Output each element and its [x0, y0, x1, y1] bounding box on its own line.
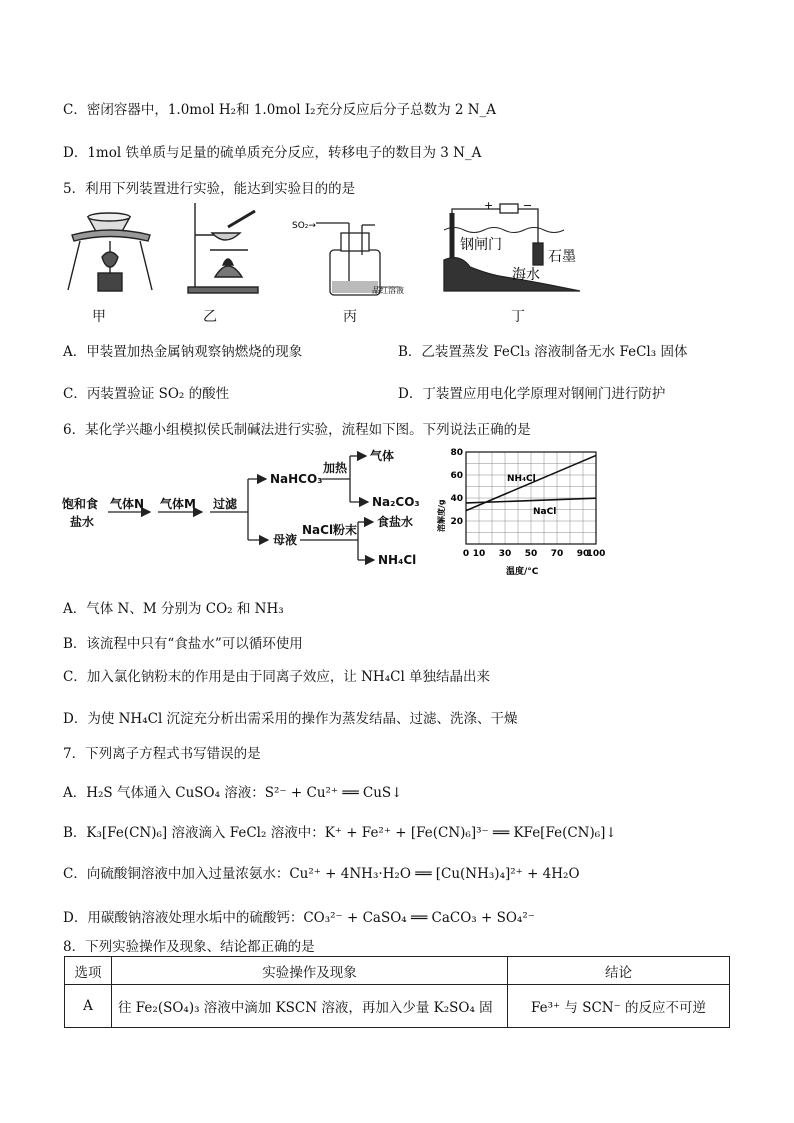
- flow-nacl-powder: NaCl粉末: [302, 523, 358, 537]
- table-header-option: 选项: [65, 957, 112, 985]
- chart-x-tick-label: 10: [472, 549, 486, 559]
- q7-option-c: C．向硫酸铜溶液中加入过量浓氨水：Cu²⁺ + 4NH₃·H₂O ══ [Cu(NH₃)₄]²⁺ + 4H₂O: [63, 866, 580, 882]
- question-7: 7．下列离子方程式书写错误的是: [63, 746, 261, 762]
- chart-x-tick-label: 0: [462, 549, 470, 559]
- flow-start-line1: 饱和食: [62, 497, 99, 511]
- chart-y-tick-label: 40: [450, 494, 463, 504]
- apparatus-jia-drawing: [68, 213, 152, 291]
- flow-heat: 加热: [323, 461, 348, 475]
- flow-nh4cl: NH₄Cl: [378, 553, 417, 567]
- flow-gas-n: 气体N: [110, 497, 145, 511]
- chart-y-tick-label: 60: [450, 471, 463, 481]
- question-5: 5．利用下列装置进行实验，能达到实验目的的是: [63, 181, 356, 197]
- q7-option-d: D．用碳酸钠溶液处理水垢中的硫酸钙：CO₃²⁻ + CaSO₄ ══ CaCO₃ + SO₄²⁻: [63, 910, 535, 926]
- chart-x-tick-label: 90: [576, 549, 590, 559]
- chart-x-tick-label: 70: [550, 549, 564, 559]
- table-cell-conclusion: Fe³⁺ 与 SCN⁻ 的反应不可逆: [508, 985, 730, 1028]
- apparatus-yi-drawing: [188, 203, 258, 293]
- caption-yi: 乙: [203, 309, 217, 325]
- table-header-row: [65, 957, 730, 985]
- apparatus-bing-drawing: [316, 223, 400, 295]
- legend-nh4cl: NH₄Cl: [507, 474, 536, 484]
- q4-option-c: C．密闭容器中，1.0mol H₂和 1.0mol I₂充分反应后分子总数为 2 N_A: [63, 102, 497, 118]
- experiment-table: [64, 956, 730, 1028]
- caption-jia: 甲: [92, 309, 106, 325]
- apparatus-figure: [60, 195, 620, 305]
- caption-ding: 丁: [511, 309, 525, 325]
- chart-x-tick-label: 50: [524, 549, 538, 559]
- q5-option-b: B．乙装置蒸发 FeCl₃ 溶液制备无水 FeCl₃ 固体: [398, 344, 688, 360]
- ding-graphite-label: 石墨: [548, 249, 576, 265]
- process-flow-diagram: [60, 440, 430, 580]
- bing-gas-label: SO₂→: [292, 221, 316, 231]
- table-header-operation: 实验操作及现象: [112, 957, 508, 985]
- flow-mother-liquor: 母液: [273, 533, 298, 547]
- flow-nahco3: NaHCO₃: [270, 472, 323, 486]
- q5-option-c: C．丙装置验证 SO₂ 的酸性: [63, 386, 230, 402]
- q6-option-c: C．加入氯化钠粉末的作用是由于同离子效应，让 NH₄Cl 单独结晶出来: [63, 669, 491, 685]
- chart-y-tick-label: 20: [450, 517, 463, 527]
- ding-plus-label: +: [484, 199, 494, 212]
- table-row: [65, 985, 730, 1028]
- q7-option-a: A．H₂S 气体通入 CuSO₄ 溶液：S²⁻ + Cu²⁺ ══ CuS↓: [63, 785, 403, 801]
- chart-x-tick-label: 100: [586, 549, 606, 559]
- chart-y-tick-label: 80: [450, 448, 463, 458]
- caption-bing: 丙: [343, 309, 357, 325]
- q6-option-b: B．该流程中只有“食盐水”可以循环使用: [63, 636, 303, 652]
- flow-filter: 过滤: [213, 497, 238, 511]
- flow-gas: 气体: [370, 449, 395, 463]
- q6-option-d: D．为使 NH₄Cl 沉淀充分析出需采用的操作为蒸发结晶、过滤、洗涤、干燥: [63, 711, 518, 727]
- ding-seawater-label: 海水: [512, 267, 540, 283]
- bing-solution-label: 品红溶液: [372, 286, 404, 295]
- flow-na2co3: Na₂CO₃: [372, 495, 420, 509]
- q7-option-b: B．K₃[Fe(CN)₆] 溶液滴入 FeCl₂ 溶液中：K⁺ + Fe²⁺ + [Fe(CN)₆]³⁻ ══ KFe[Fe(CN)₆]↓: [63, 825, 617, 841]
- q5-option-d: D．丁装置应用电化学原理对钢闸门进行防护: [398, 386, 666, 402]
- q5-option-a: A．甲装置加热金属钠观察钠燃烧的现象: [63, 344, 303, 360]
- chart-x-tick-label: 30: [498, 549, 512, 559]
- legend-nacl: NaCl: [533, 507, 557, 517]
- q6-option-a: A．气体 N、M 分别为 CO₂ 和 NH₃: [63, 601, 284, 617]
- chart-y-axis-label: 溶解度/g: [437, 499, 446, 532]
- chart-x-axis-label: 温度/°C: [506, 567, 539, 577]
- q4-option-d: D．1mol 铁单质与足量的硫单质充分反应，转移电子的数目为 3 N_A: [63, 145, 482, 161]
- table-cell-operation: 往 Fe₂(SO₄)₃ 溶液中滴加 KSCN 溶液，再加入少量 K₂SO₄ 固: [112, 985, 508, 1028]
- table-header-conclusion: 结论: [508, 957, 730, 985]
- question-6: 6．某化学兴趣小组模拟侯氏制碱法进行实验，流程如下图。下列说法正确的是: [63, 422, 531, 438]
- flow-start-line2: 盐水: [70, 515, 95, 529]
- question-8: 8．下列实验操作及现象、结论都正确的是: [63, 939, 315, 955]
- table-cell-option: A: [65, 985, 112, 1028]
- ding-gate-label: 钢闸门: [460, 237, 502, 253]
- solubility-chart: [432, 444, 612, 579]
- ding-minus-label: −: [523, 199, 533, 212]
- flow-salt-water: 食盐水: [377, 515, 414, 529]
- flow-gas-m: 气体M: [160, 497, 196, 511]
